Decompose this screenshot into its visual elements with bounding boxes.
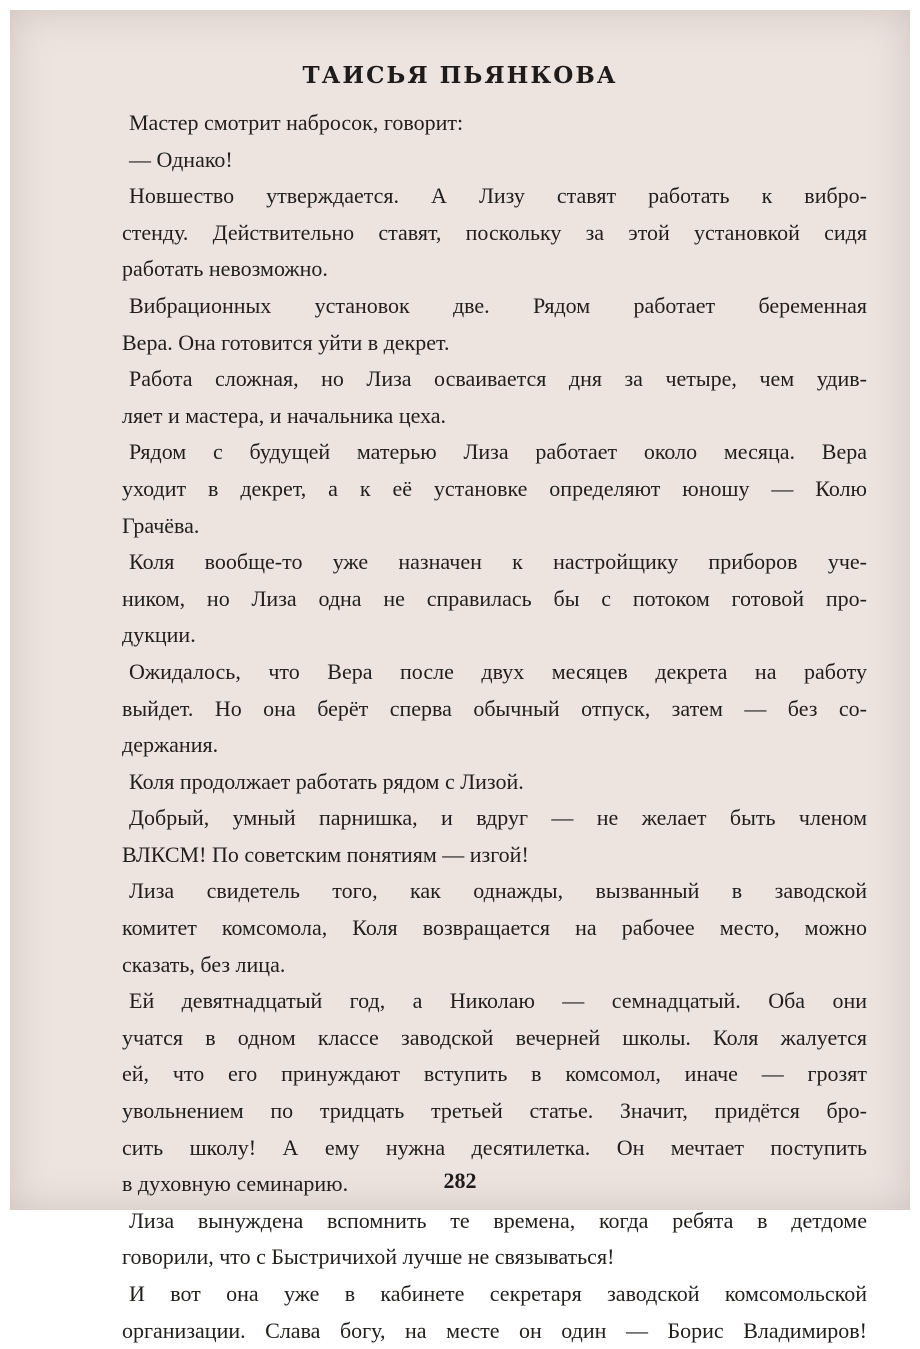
- text-line: Коля продолжает работать рядом с Лизой.: [129, 768, 524, 794]
- text-line: в духовную семинарию.: [122, 1171, 349, 1197]
- text-line: Добрый, умный парнишка, и вдруг — не желает быть членом: [129, 805, 867, 831]
- text-line: учатся в одном классе заводской вечерней школы. Коля жалуется: [122, 1024, 867, 1050]
- text-line: Рядом с будущей матерью Лиза работает около месяца. Вера: [129, 439, 867, 465]
- text-line: — Однако!: [129, 146, 233, 172]
- text-line: Лиза вынуждена вспомнить те времена, когда ребята в детдоме: [129, 1207, 867, 1233]
- text-line: Ожидалось, что Вера после двух месяцев декрета на работу: [129, 658, 867, 684]
- text-line: уходит в декрет, а к её установке определяют юношу — Колю: [122, 475, 867, 501]
- text-line: комитет комсомола, Коля возвращается на рабочее место, можно: [122, 915, 867, 941]
- text-line: дукции.: [122, 622, 196, 648]
- text-line: ВЛКСМ! По советским понятиям — изгой!: [122, 841, 529, 867]
- text-line: И вот она уже в кабинете секретаря заводской комсомольской: [129, 1281, 867, 1306]
- page-number: 282: [443, 1168, 477, 1193]
- text-line: увольнением по тридцать третьей статье. Значит, придётся бро-: [122, 1098, 867, 1124]
- text-line: Коля вообще-то уже назначен к настройщику приборов уче-: [129, 549, 867, 575]
- text-line: Вибрационных установок две. Рядом работает беременная: [129, 292, 867, 318]
- text-line: ляет и мастера, и начальника цеха.: [122, 402, 447, 428]
- text-line: Новшество утверждается. А Лизу ставят работать к вибро-: [129, 183, 867, 209]
- text-line: сить школу! А ему нужна десятилетка. Он мечтает поступить: [122, 1134, 867, 1160]
- text-line: стенду. Действительно ставят, поскольку за этой установкой сидя: [122, 219, 867, 245]
- text-line: выйдет. Но она берёт сперва обычный отпуск, затем — без со-: [122, 695, 867, 721]
- text-line: говорили, что с Быстричихой лучше не связываться!: [122, 1244, 615, 1270]
- text-line: ей, что его принуждают вступить в комсомол, иначе — грозят: [122, 1061, 867, 1087]
- text-line: Ей девятнадцатый год, а Николаю — семнадцатый. Оба они: [129, 988, 867, 1014]
- text-line: работать невозможно.: [122, 256, 328, 282]
- text-line: держания.: [122, 732, 219, 758]
- text-line: Работа сложная, но Лиза осваивается дня за четыре, чем удив-: [129, 366, 867, 392]
- text-line: сказать, без лица.: [122, 951, 286, 977]
- text-line: Вера. Она готовится уйти в декрет.: [122, 329, 450, 355]
- text-line: ником, но Лиза одна не справилась бы с потоком готовой про-: [122, 585, 867, 611]
- running-header: ТАИСЬЯ ПЬЯНКОВА: [302, 62, 618, 89]
- text-line: организации. Слава богу, на месте он один — Борис Владимиров!: [122, 1317, 867, 1343]
- book-page: [10, 10, 910, 1343]
- text-line: Лиза свидетель того, как однажды, вызванный в заводской: [129, 878, 867, 904]
- text-line: Грачёва.: [122, 512, 200, 538]
- text-line: Мастер смотрит набросок, говорит:: [129, 110, 464, 135]
- body-text: [122, 105, 867, 1349]
